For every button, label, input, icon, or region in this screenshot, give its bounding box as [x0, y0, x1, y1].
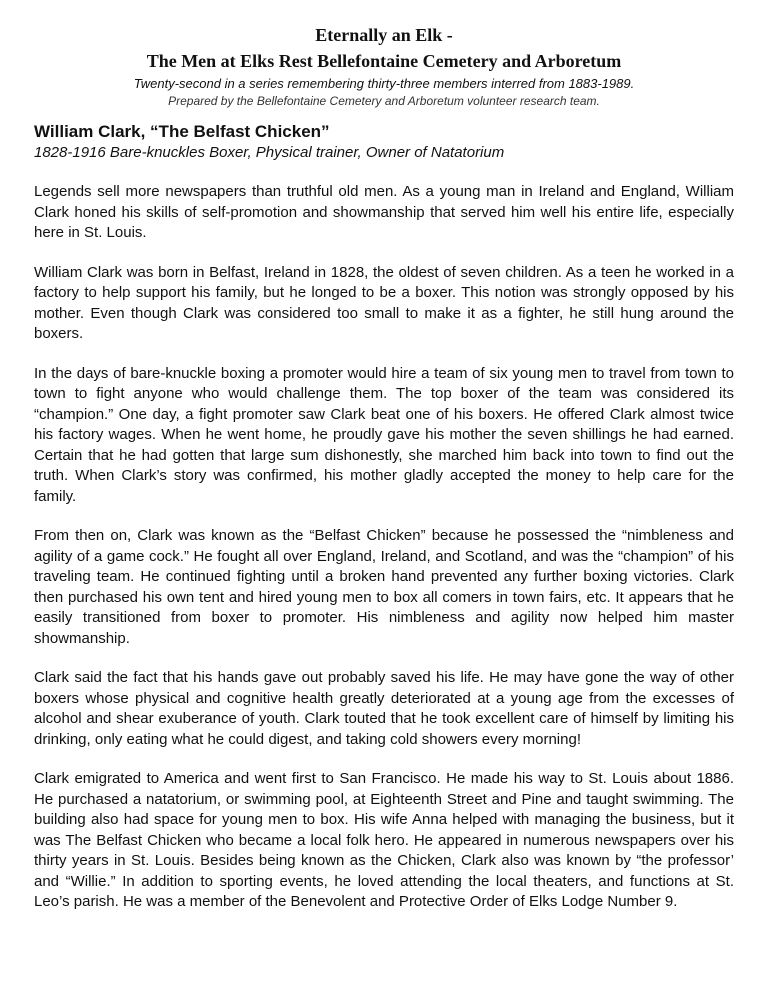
series-title: Eternally an Elk -: [315, 25, 453, 45]
research-credit: Prepared by the Bellefontaine Cemetery and Arboretum volunteer research team.: [168, 94, 600, 108]
paragraph: William Clark was born in Belfast, Ireland in 1828, the oldest of seven children. As a teen he worked in a factory to help support his family, but he longed to be a boxer. This notion was strongly opposed by his mother. Even though Clark was considered too small to make it as a fighter, he still hung around the boxers.: [34, 263, 734, 342]
article-body: [34, 182, 734, 913]
paragraph: From then on, Clark was known as the “Belfast Chicken” because he possessed the “nimbleness and agility of a game cock.” He fought all over England, Ireland, and Scotland, and was the “champion” of his traveling team. He continued fighting until a broken hand prevented any further boxing victories. Clark then purchased his own tent and hired young men to box all comers in town fairs, etc. It appears that he easily transitioned from boxer to promoter. His nimbleness and agility now helped him master showmanship.: [34, 527, 734, 647]
subject-name: William Clark, “The Belfast Chicken”: [34, 122, 330, 141]
paragraph: In the days of bare-knuckle boxing a promoter would hire a team of six young men to travel from town to town to fight anyone who would challenge them. The top boxer of the team was considered its “champion.” One day, a fight promoter saw Clark beat one of his boxers. He offered Clark almost twice his factory wages. When he went home, he proudly gave his mother the seven shillings he had earned. Certain that he had gotten that large sum dishonestly, she marched him back into town to find out the truth. When Clark’s story was confirmed, his mother gladly accepted the money to help care for the family.: [34, 364, 734, 505]
series-subtitle: The Men at Elks Rest Bellefontaine Cemetery and Arboretum: [146, 51, 622, 71]
paragraph: Legends sell more newspapers than truthful old men. As a young man in Ireland and England, William Clark honed his skills of self-promotion and showmanship that served him well his entire life, especially here in St. Louis.: [34, 183, 734, 241]
document-header: [34, 22, 734, 109]
subject-summary: 1828-1916 Bare-knuckles Boxer, Physical trainer, Owner of Natatorium: [34, 144, 505, 161]
series-note: Twenty-second in a series remembering thirty-three members interred from 1883-1989.: [133, 76, 635, 91]
paragraph: Clark said the fact that his hands gave out probably saved his life. He may have gone the way of other boxers whose physical and cognitive health greatly deteriorated at a young age from the excesses of alcohol and shear exuberance of youth. Clark touted that he took excellent care of himself by limiting his drinking, only eating what he could digest, and taking cold showers every morning!: [34, 669, 734, 748]
paragraph: Clark emigrated to America and went first to San Francisco. He made his way to St. Louis about 1886. He purchased a natatorium, or swimming pool, at Eighteenth Street and Pine and taught swimming. The building also had space for young men to box. His wife Anna helped with managing the business, but it was The Belfast Chicken who became a local folk hero. He appeared in numerous newspapers over his thirty years in St. Louis. Besides being known as the Chicken, Clark also was known by “the professor’ and “Willie.” In addition to sporting events, he loved attending the local theaters, and functions at St. Leo’s parish. He was a member of the Benevolent and Protective Order of Elks Lodge Number 9.: [34, 770, 734, 910]
